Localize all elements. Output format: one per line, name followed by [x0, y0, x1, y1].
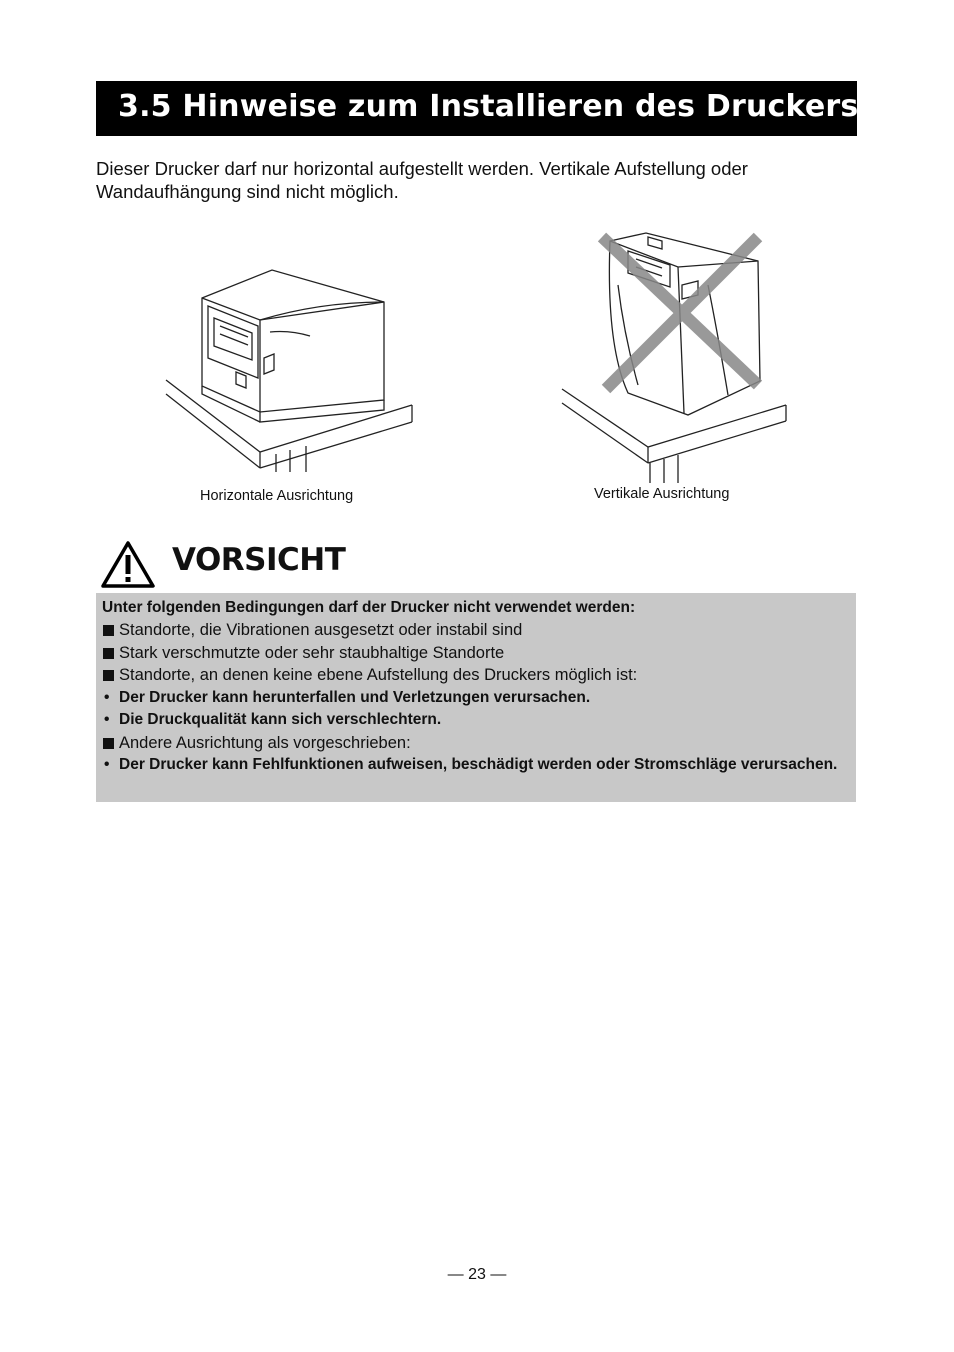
- page-number: — 23 —: [447, 1266, 507, 1283]
- caution-box: [96, 593, 856, 802]
- vertical-caption: Vertikale Ausrichtung: [594, 486, 730, 502]
- list-item: • Der Drucker kann Fehlfunktionen aufweisen, beschädigt werden oder Stromschläge verursachen.: [102, 754, 848, 777]
- section-title-bar: [96, 81, 857, 136]
- printer-horizontal-illustration: [160, 262, 420, 472]
- printer-vertical-crossed-illustration: [558, 225, 792, 490]
- square-bullet-icon: [103, 738, 114, 749]
- square-bullet-icon: [103, 670, 114, 681]
- square-bullet-icon: [103, 625, 114, 636]
- caution-list: [102, 619, 848, 777]
- warning-triangle-icon: [100, 540, 156, 590]
- horizontal-caption: Horizontale Ausrichtung: [200, 488, 354, 504]
- section-title: 3.5 Hinweise zum Installieren des Druckers: [118, 89, 859, 124]
- list-item: Stark verschmutzte oder sehr staubhaltige Standorte: [102, 642, 848, 665]
- list-item: Standorte, die Vibrationen ausgesetzt oder instabil sind: [102, 619, 848, 642]
- dot-bullet-icon: •: [104, 711, 110, 728]
- list-item: • Der Drucker kann herunterfallen und Verletzungen verursachen.: [102, 687, 848, 710]
- caution-title: VORSICHT: [172, 542, 346, 578]
- horizontal-figure: [160, 262, 420, 472]
- square-bullet-icon: [103, 648, 114, 659]
- caution-intro: Unter folgenden Bedingungen darf der Drucker nicht verwendet werden:: [102, 599, 636, 616]
- dot-bullet-icon: •: [104, 756, 110, 773]
- intro-paragraph: Dieser Drucker darf nur horizontal aufgestellt werden. Vertikale Aufstellung oder Wandaufhängung sind nicht möglich.: [96, 158, 748, 202]
- dot-bullet-icon: •: [104, 688, 110, 706]
- vertical-figure: [558, 225, 792, 490]
- list-item: Andere Ausrichtung als vorgeschrieben:: [102, 732, 848, 755]
- list-item: Standorte, an denen keine ebene Aufstellung des Druckers möglich ist:: [102, 664, 848, 687]
- list-item: • Die Druckqualität kann sich verschlechtern.: [102, 709, 848, 732]
